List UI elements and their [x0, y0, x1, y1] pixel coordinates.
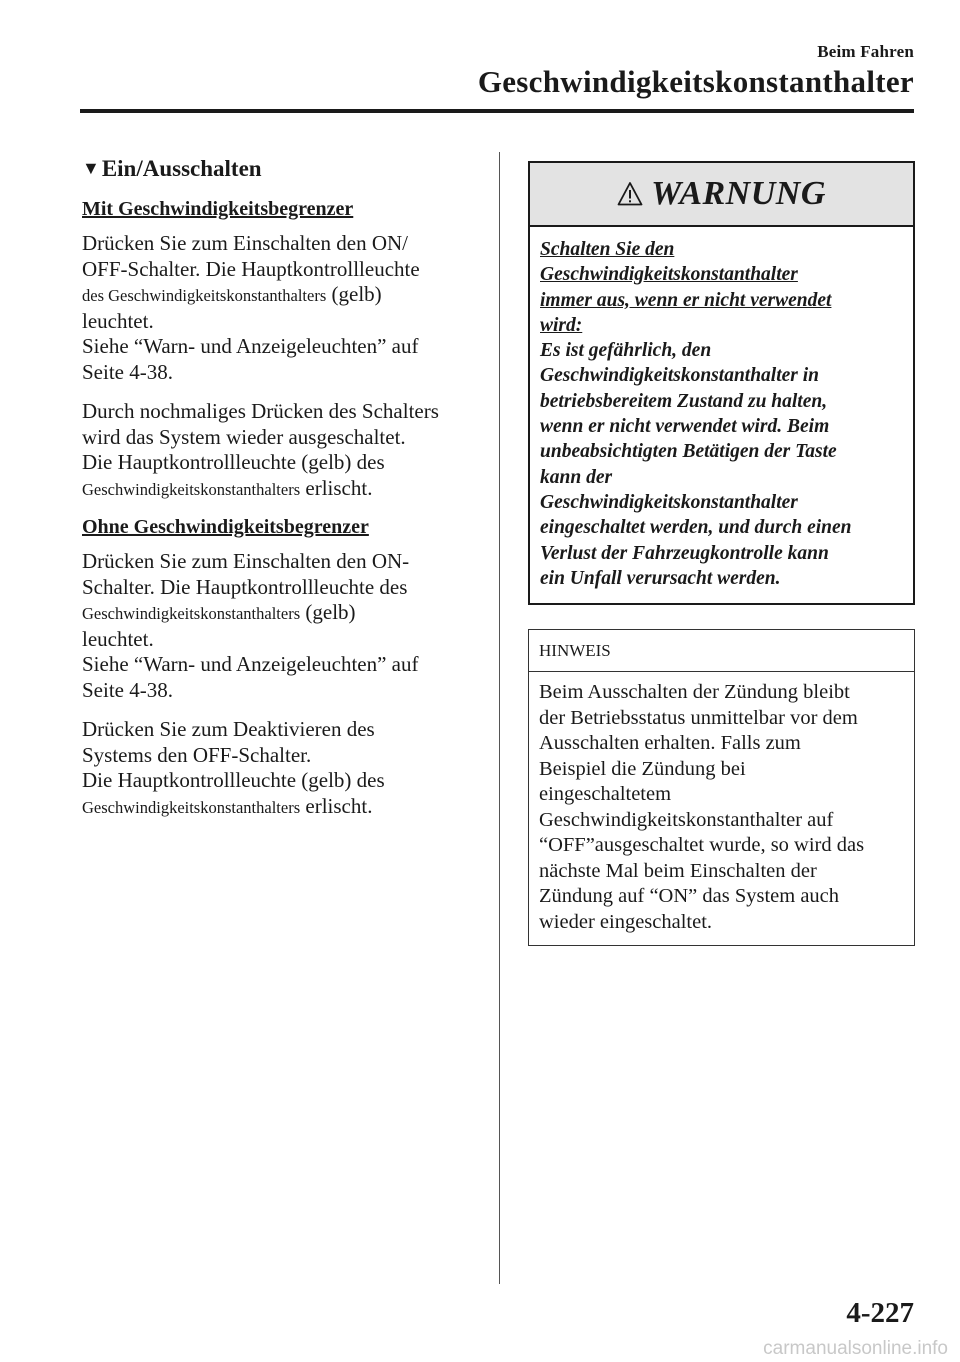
warning-line: Geschwindigkeitskonstanthalter in [540, 365, 820, 387]
text-line: Seite 4-38. [82, 359, 173, 384]
warning-header [530, 163, 913, 227]
left-column [82, 156, 477, 820]
column-divider [499, 152, 500, 1284]
text-span: erlischt. [300, 793, 373, 818]
text-span: (gelb) [300, 600, 356, 624]
text-line [82, 476, 477, 503]
paragraph-with-limiter-off [82, 399, 477, 502]
warning-line: wird: [540, 314, 583, 336]
note-line: Zündung auf “ON” das System auch [539, 885, 840, 908]
warning-line: immer aus, wenn er nicht verwendet [540, 289, 832, 311]
note-line: Beispiel die Zündung bei [539, 757, 746, 780]
heading-text: Ein/Ausschalten [101, 156, 262, 181]
warning-box [528, 161, 915, 605]
text-small: Geschwindigkeitskonstanthalters [82, 604, 301, 623]
warning-line: unbeabsichtigten Betätigen der Taste [540, 441, 837, 463]
text-line [82, 282, 477, 309]
paragraph-with-limiter-on [82, 231, 477, 385]
text-line: Seite 4-38. [82, 677, 173, 702]
warning-line: eingeschaltet werden, und durch einen [540, 517, 852, 539]
note-body [529, 672, 914, 945]
text-line [82, 600, 477, 627]
warning-line: Schalten Sie den [540, 239, 675, 260]
text-line: Die Hauptkontrollleuchte (gelb) des [82, 450, 385, 474]
page-header [478, 42, 914, 100]
warning-title: WARNUNG [651, 175, 826, 212]
text-small: Geschwindigkeitskonstanthalters [82, 797, 301, 817]
triangle-bullet-icon: ▼ [82, 157, 100, 178]
warning-line: Geschwindigkeitskonstanthalter [540, 491, 798, 513]
text-line: Drücken Sie zum Deaktivieren des [82, 717, 375, 741]
note-line: Geschwindigkeitskonstanthalter auf [539, 808, 834, 831]
warning-body [530, 227, 913, 603]
header-rule [80, 109, 914, 113]
heading-on-off [82, 156, 477, 182]
text-line: Siehe “Warn- und Anzeigeleuchten” auf [82, 652, 419, 676]
section-title: Geschwindigkeitskonstanthalter [477, 64, 914, 99]
text-line: Schalter. Die Hauptkontrollleuchte des [82, 574, 408, 599]
text-span: (gelb) [326, 282, 382, 306]
note-line: Ausschalten erhalten. Falls zum [539, 732, 801, 755]
note-line: Beim Ausschalten der Zündung bleibt [539, 681, 850, 704]
text-line [82, 794, 477, 821]
warning-line: betriebsbereitem Zustand zu halten, [540, 390, 828, 412]
text-line: Durch nochmaliges Drücken des Schalters [82, 399, 439, 423]
text-small: Geschwindigkeitskonstanthalters [82, 479, 301, 499]
warning-line: kann der [540, 466, 613, 488]
right-column [528, 161, 915, 946]
paragraph-without-limiter-on [82, 549, 477, 703]
text-small: des Geschwindigkeitskonstanthalters [82, 286, 327, 305]
text-line: leuchtet. [82, 308, 154, 333]
warning-line: Geschwindigkeitskonstanthalter [540, 264, 798, 286]
spacer [82, 703, 477, 717]
warning-triangle-icon [617, 181, 643, 207]
text-line: OFF-Schalter. Die Hauptkontrollleuchte [82, 256, 420, 281]
note-title: HINWEIS [529, 630, 914, 672]
warning-line: Verlust der Fahrzeugkontrolle kann [540, 542, 829, 564]
note-line: nächste Mal beim Einschalten der [539, 859, 817, 882]
page-number: 4-227 [846, 1297, 914, 1329]
note-line: wieder eingeschaltet. [539, 910, 713, 933]
warning-line: Es ist gefährlich, den [540, 340, 712, 362]
chapter-label: Beim Fahren [817, 42, 914, 61]
watermark: carmanualsonline.info [763, 1338, 948, 1359]
text-line: Drücken Sie zum Einschalten den ON/ [82, 231, 408, 255]
spacer [82, 385, 477, 399]
note-box [528, 629, 915, 946]
note-line: der Betriebsstatus unmittelbar vor dem [539, 706, 858, 729]
spacer [82, 502, 477, 516]
text-span: erlischt. [300, 475, 373, 500]
text-line: wird das System wieder ausgeschaltet. [82, 424, 406, 449]
note-line: “OFF”ausgeschaltet wurde, so wird das [539, 834, 865, 857]
text-line: leuchtet. [82, 626, 154, 651]
text-line: Siehe “Warn- und Anzeigeleuchten” auf [82, 334, 419, 358]
subheading-without-limiter: Ohne Geschwindigkeitsbegrenzer [82, 516, 369, 538]
paragraph-without-limiter-off [82, 717, 477, 820]
text-line: Drücken Sie zum Einschalten den ON- [82, 549, 410, 573]
note-line: eingeschaltetem [539, 783, 672, 806]
warning-line: ein Unfall verursacht werden. [540, 567, 781, 589]
warning-line: wenn er nicht verwendet wird. Beim [540, 416, 830, 438]
subheading-with-limiter: Mit Geschwindigkeitsbegrenzer [82, 198, 354, 220]
text-line: Systems den OFF-Schalter. [82, 742, 312, 767]
text-line: Die Hauptkontrollleuchte (gelb) des [82, 768, 385, 792]
